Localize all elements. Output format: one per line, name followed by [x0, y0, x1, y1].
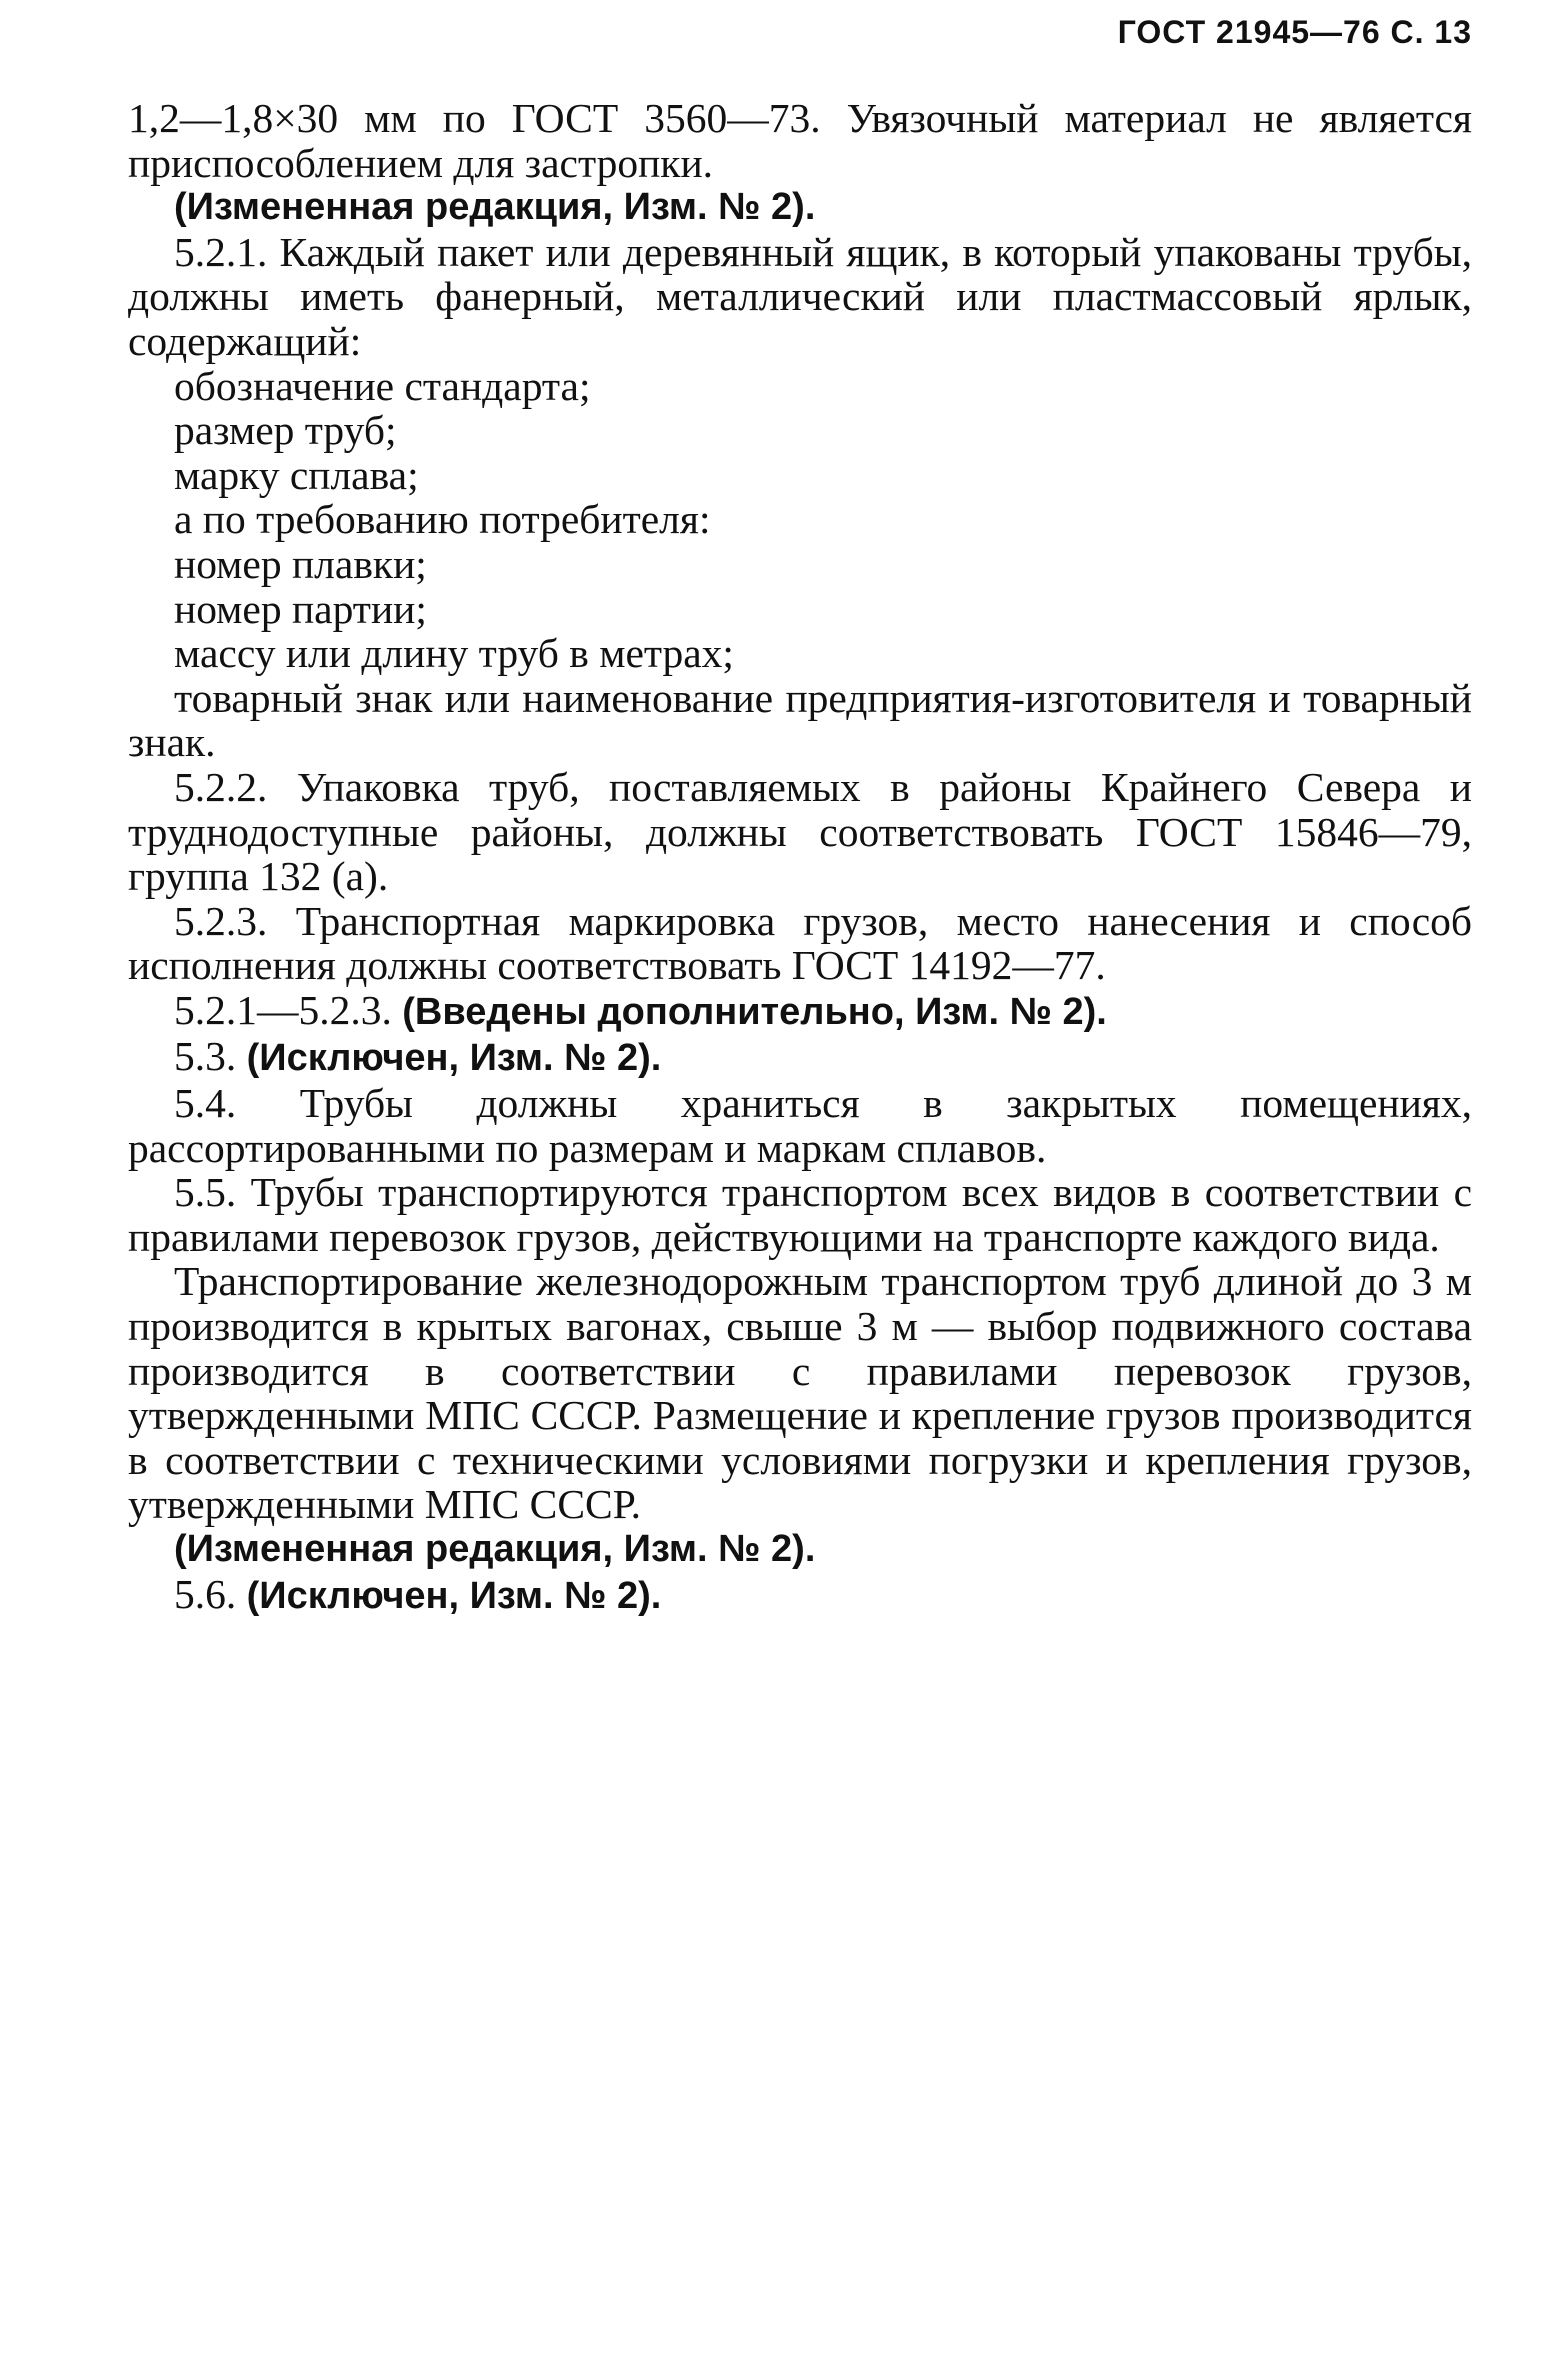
clause-5-5: [128, 1170, 1472, 1259]
amendment-note: (Измененная редакция, Изм. № 2).: [174, 1528, 816, 1570]
clause-number: 5.5.: [174, 1169, 237, 1216]
clause-number: 5.3.: [174, 1033, 237, 1080]
amendment-note: (Исключен, Изм. № 2).: [246, 1574, 662, 1617]
amendment-note: (Исключен, Изм. № 2).: [246, 1037, 662, 1080]
clause-number: 5.2.1—5.2.3.: [174, 986, 392, 1033]
list-item: массу или длину труб в метрах;: [174, 630, 734, 677]
list-item-trademark: товарный знак или наименование предприятия-изготовителя и товарный знак.: [128, 674, 1472, 766]
document-body: [128, 96, 1472, 1618]
list-item: номер партии;: [174, 585, 427, 632]
clause-text: Трубы должны храниться в закрытых помещениях, рассортированными по размерам и маркам сплавов.: [128, 1080, 1473, 1171]
clause-5-6: [128, 1572, 1472, 1619]
list-item: размер труб;: [174, 407, 397, 454]
clause-text: Упаковка труб, поставляемых в районы Крайнего Севера и труднодоступные районы, должны соответствовать ГОСТ 15846—79, группа 132 (а).: [128, 763, 1472, 900]
paragraph-continuation: 1,2—1,8×30 мм по ГОСТ 3560—73. Увязочный материал не является приспособлением для застропки.: [128, 95, 1472, 186]
clause-5-2-1-to-5-2-3-note: [128, 988, 1472, 1035]
clause-5-2-3: [128, 899, 1472, 988]
clause-number: 5.2.3.: [174, 897, 268, 944]
clause-5-2-2: [128, 765, 1472, 899]
paragraph-rail-transport: Транспортирование железнодорожным транспортом труб длиной до 3 м производится в крытых вагонах, свыше 3 м — выбор подвижного состава производится в соответствии с правилами перевозок грузов, утвержденными МПС СССР. Размещение и крепление грузов производится в соответствии с техническими условиями погрузки и крепления грузов, утвержденными МПС СССР.: [128, 1258, 1472, 1528]
clause-5-4: [128, 1081, 1472, 1170]
amendment-note: (Измененная редакция, Изм. № 2).: [174, 186, 816, 229]
amendment-note: (Введены дополнительно, Изм. № 2).: [402, 990, 1107, 1033]
clause-number: 5.6.: [174, 1570, 237, 1617]
list-item: обозначение стандарта;: [174, 362, 591, 409]
clause-5-2-1: [128, 230, 1472, 364]
clause-text: Транспортная маркировка грузов, место нанесения и способ исполнения должны соответствовать ГОСТ 14192—77.: [128, 897, 1472, 989]
list-item: а по требованию потребителя:: [174, 496, 711, 543]
clause-text: Каждый пакет или деревянный ящик, в который упакованы трубы, должны иметь фанерный, металлический или пластмассовый ярлык, содержащий:: [128, 228, 1472, 364]
clause-number: 5.2.1.: [174, 228, 268, 275]
clause-text: Трубы транспортируются транспортом всех видов в соответствии с правилами перевозок грузов, действующими на транспорте каждого вида.: [128, 1169, 1472, 1260]
clause-number: 5.2.2.: [174, 763, 268, 810]
list-item: марку сплава;: [174, 451, 419, 498]
list-item: номер плавки;: [174, 540, 427, 587]
clause-5-3: [128, 1034, 1472, 1081]
clause-number: 5.4.: [174, 1080, 237, 1127]
page-header: ГОСТ 21945—76 С. 13: [1117, 14, 1472, 50]
